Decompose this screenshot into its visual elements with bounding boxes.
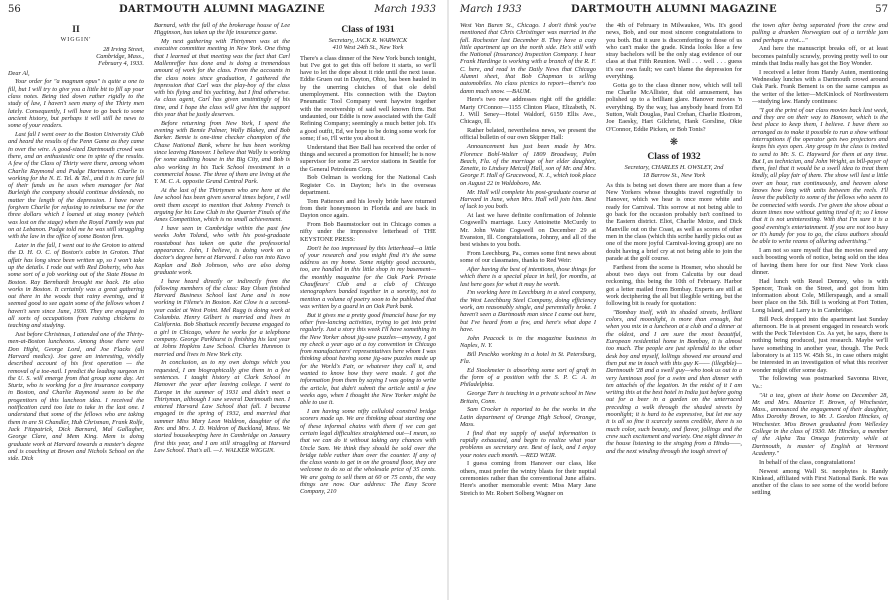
column-1 bbox=[8, 22, 144, 596]
class-heading: Class of 1931 bbox=[341, 25, 395, 35]
paragraph: Tom Patterson and his lovely bride have returned from their honeymoon in Florida and are back in Dayton once again. bbox=[300, 197, 436, 220]
paragraph: the 4th of February in Milwaukee, Wis. It's good news, Bob, and our most sincere congratulations to you both. But it sure is discomforting to those of us who can't make the grade. Kinda looks like a few stray bachelors will be the only stag evidence of our class at that Fifth Reunion. Well . . . well . . . guess it's our own fault; we can't blame the depression for everything. bbox=[606, 22, 742, 81]
quoted-paragraph: I find that my supply of useful information is rapidly exhausted, and begin to realize what your problems as secretary are. Best of luck, and I enjoy your notes each month. —RED WEIR. bbox=[460, 429, 596, 459]
page-number: 56 bbox=[8, 4, 21, 15]
paragraph: At last we have definite confirmation of Johnnie Cogswell's marriage. Lucy Antoinette McCurdy to Mr. John Waite Cogswell on December 29 at Evanston, Ill. Congratulations, Johnny, and all of the best wishes to you both. bbox=[460, 211, 596, 249]
paragraph: I am not so sure myself that the movies need any such boosting words of notice, being sold on the idea of having them here for our first New York class dinner. bbox=[752, 246, 888, 276]
quoted-paragraph: Mr. Hall will complete his post-graduate course at Harvard in June, when Mrs. Hall will join him. Best of luck to you both. bbox=[460, 188, 596, 211]
page-header bbox=[460, 4, 888, 18]
quoted-paragraph: "At a tea, given at their home on December 28, Mr. and Mrs. Maurice F. Brown, of Winchester, Mass., announced the engagement of their daughter, Miss Dorothy Brown, to Mr. J. Gordon Hinckes, of Winchester. Miss Brown graduated from Wellesley College in the class of 1930. Mr. Hinckes, a member of the Alpha Tau Omega fraternity while at Dartmouth, is master of English at Vermont Academy." bbox=[752, 391, 888, 457]
section-number: II bbox=[72, 25, 80, 35]
secretary-address: 410 West 24th St., New York bbox=[332, 44, 404, 52]
paragraph: From Bob Baumstocker out in Chicago comes a nifty under the impressive letterhead of THE KEYSTONE PRESS: bbox=[300, 221, 436, 243]
letter-address-line: 28 Irving Street, bbox=[103, 45, 144, 53]
section-subhead: WIGGIN' bbox=[60, 37, 92, 43]
quoted-paragraph: After having the best of intentions, those things for which there is a special place in hell, for months, at last here goes for what it may be worth. bbox=[460, 266, 596, 288]
paragraph: Your order for "a magnum opus" is quite a one to fill, but I will try to give you a little bit to fill up your class notes. Being tied down rather rigidly to the study of law, I haven't seen many of the Thirty men lately. Consequently, I will have to go back to some ancient history, but perhaps it will still be news to some of your readers. bbox=[8, 78, 144, 130]
column-3 bbox=[752, 22, 888, 596]
secretary-address: 18 Barrow St., New York bbox=[642, 171, 706, 179]
quoted-paragraph: Bill Peschko working in a hotel in St. Petersburg, Fla. bbox=[460, 350, 596, 366]
paragraph: Farthest from the scene is Hosmer, who should be about two days out from Calcutta by our dead reckoning, this being the 10th of February. Harbor got a letter mailed from Bombay. Experts are still at work deciphering the all but illegible writing, but the following bit is ready for quotation: bbox=[606, 263, 742, 308]
issue-date: March 1933 bbox=[374, 4, 436, 15]
quoted-paragraph: West Van Buren St., Chicago. I don't think you've mentioned that Chris Christinger was married in the fall. Rochester last December 8. They have a cozy little apartment up on the north side. He's still with the National (Insurance) Inspection Company. I hear Frank Hardinge is working with a branch of the R. F. C. here, and read in the Daily News that Chicago Alumni sheet, that Bob Chapman is selling automobiles. No class picnics to report—there's too damn much snow. —BAUM. bbox=[460, 22, 596, 95]
salutation: Dear Al, bbox=[8, 69, 30, 77]
running-title: DARTMOUTH ALUMNI MAGAZINE bbox=[570, 4, 778, 15]
quoted-paragraph: "Bombay itself, with its shaded streets, brilliant colors, and moonlight, is more than enough, but when you mix in a luncheon at a club and a dinner at the oldest, and I am sure the most beautiful, European residential home in Bombay, it is almost too much. The people are just splendid to the other desk boy and myself, lollings showed me around and then put me in touch with this guy K—— (illegible)—Dartmouth '28 and a swell guy—who took us out to a very luminous pool for a swim and then dinner with ten attachés of the legation. In the midst of it I am writing this at the best hotel in India just before going out for a beer in a garden on the unterraced preceding a walk through the shaded streets by moonlight; it is hard to be expressive, but let me say it is all so fine it scarcely seems credible, there is so much color, such beauty, and flavor, jollings and the crew such excitement and variety. One night dinner in the house listening to the singing from a Hindu——, and the next winding through the tough street of bbox=[606, 308, 742, 455]
quoted-paragraph: Sam Crocker is reported to be the works in the Latin department of Orange High School, Orange, Mass. bbox=[460, 406, 596, 428]
issue-date: March 1933 bbox=[460, 4, 522, 15]
quoted-paragraph: I'm working here in Leechburg in a steel company, the West Leechburg Steel Company, doing efficiency work, am reasonably single, and perennially broke. I haven't seen a Dartmouth man since I came out here, but I've heard from a few, and here's what dope I have. bbox=[460, 289, 596, 333]
paragraph: At the last of the Thirtymen who are here at the law school has been given several times before, I will omit them except to mention that Johnny French is arguing for his Law Club in the Quarter Finals of the Ames Competition, which is no small achievement. bbox=[154, 187, 290, 224]
paragraph: Here's two new addresses right off the griddle: Marty O'Connor—1155 Clinton Place, Elizabeth, N. J. Will Seney—Hotel Waldorf, 6159 Ellis Ave., Chicago, Ill. bbox=[460, 96, 596, 126]
paragraph: I guess coming from Hanover our class, like others, must prefer the wintry blasts for their nuptial ceremonies rather than the conventional June affairs. Here's another memorable event: Miss Mary Jane Streich to Mr. Robert Solberg Wagner on bbox=[460, 460, 596, 497]
paragraph: Rather belated, nevertheless news, we present the official bulletin of our own Skipper Hall: bbox=[460, 127, 596, 142]
paragraph: Bob Oelman is working for the National Cash Register Co. in Dayton; he's in the overseas department. bbox=[300, 174, 436, 196]
secretary-line: Secretary, JACK R. WARWICK bbox=[328, 37, 408, 44]
running-title: DARTMOUTH ALUMNI MAGAZINE bbox=[118, 4, 326, 15]
paragraph: There's a class dinner of the New York bunch tonight, but I've got to get this off before it starts, so we'll have to let the dope about it ride until the next issue. Eddie Gruen out in Dayton, Ohio, has been hauled in by the unerring clutches of that ole debil unemployment. His connection with the Dayton Pneumatic Tool Company went haywire together with the receivership of said well known firm. But undaunted, our Eddie is now associated with the Gulf Refining Company; seemingly a much better job. It's a good outfit, Ed, we hope to be doing some work for some; if so, I'll write you about it. bbox=[300, 54, 436, 142]
quoted-paragraph: George Turr is teaching in a private school in New Britain, Conn. bbox=[460, 390, 596, 405]
quoted-paragraph: But it gives me a pretty good financial base for my other free-lancing activities, trying to get into print regularly. Just a story this week I'll have something in the New Yorker about jig-saw puzzles—anyway, I got my check a year ago at a toy convention in Chicago from manufacturers' representatives here whom I was thinking about having some jig-saw puzzles made up for the World's Fair, or whatever they call it, and wanted to know how they were made. I got the information from them by saying I was going to write the article, but didn't submit the article until a few weeks ago, when I thought the New Yorker might be able to use it. bbox=[300, 311, 436, 407]
paragraph: I have heard directly or indirectly from the following members of the class: Ray Olsen finished Harvard Business School last June and is now working in Filene's in Boston. Ket Clow is a second-year cadet at West Point. Mel Rugg is doing work at Columbia. Henry Gilbert is married and lives in California. Bob Shattuck recently became engaged to a girl in Chicago, where he works for a telephone company. George Parkhurst is finishing his last year at Johns Hopkins Law School. Charles Hunmon is married and lives in New York city. bbox=[154, 277, 290, 358]
paragraph: Had lunch with Reuel Denney, who is with Spencer, Trask on the Street, and got from him information about Cole, Millerspaugh, and a small beer place on the 5th. Bill is working at Fort Totten, Long Island, and Larry is in Cambridge. bbox=[752, 277, 888, 314]
paragraph: The following was postmarked Savonna River, Va.: bbox=[752, 375, 888, 390]
secretary-line: Secretary, CHARLES H. OWSLEY, 2nd bbox=[624, 164, 724, 172]
paragraph: My next gathering with Thirtymen was at the executive committee meeting in New York. One thing that I learned at that meeting was the fact that Carl Mallenreffer has done and is doing a tremendous amount of work for the class. From the accounts in the class notes since graduation, I gathered the impression that Carl was the play-boy of the class with his flying and his yachting, but I find otherwise. As class agent, Carl has given unstintingly of his time, and I hope the class will give him the support this year that he justly deserves. bbox=[154, 38, 290, 119]
quoted-paragraph: the town after being separated from the crew and pulling a drunken Norwegian out of a terrible jam and perhaps a riot...." bbox=[752, 22, 888, 44]
paragraph: Last fall I went over to the Boston University Club and heard the results of the Penn Game as they came in over the wire. A good-sized Dartmouth crowd was there, and an enthusiastic one in spite of the results. A few of the Class of Thirty were there, among whom Charlie Raymond and Pudge Hartmann. Charlie is working for the N. E. Tel. & Tel., and it is in care full of their funds as he uses when manager for Nat Burleigh the company should continue dividends, no matter the length of the depression. I have never forgiven Charlie for refusing to reimburse me for the three dollars which I loaned at stag money (which was lost on the stage) when the Royal Family was put on at Lebanon. Pudge told me he was still struggling with the law in the office of some Boston firm. bbox=[8, 131, 144, 241]
quoted-paragraph: Ed Stockmeier is absorbing some sort of graft in the form of a position with the S. P. C. A. in Philadelphia. bbox=[460, 366, 596, 389]
quoted-paragraph: I am having some nifty celluloid constrol bridge scorers made up. We are thinking about starting one of these informal chains with them if we can get certain legal difficulties straightened out—I mean, so that we can do it without taking any chances with Uncle Sam. We think they should be sold over the bridge table rather than over the counter. If any of the class wants to get in on the ground floor, they are welcome to do so at the wholesale price of 35 cents. We are going to sell them at 60 or 75 cents, the way things are now. Our address: The Easy Score Company, 210 bbox=[300, 408, 436, 496]
paragraph: Just before Christmas, I attended one of the Thirty-men-at-Boston luncheons. Among those there were Don Hight, George Lord, and Joe Flacks (all Harvard medics). Joe gave an interesting, vividly described account of his first operation — the removal of a toe-nail. I predict the leading surgeon in the U. S. will emerge from that group some day. Art Sturtz, who is working for a fire insurance company in Boston, and Charlie Raymond seem to be the progenitors of this luncheon idea. I received the notification card too late to take in the last one. I understand that some of the fellows who are taking them in are Si Chandler, Hub Chrisman, Frank Rolfe, Jack Fitzpatrick, Dick Barnard, Mal Gallagher, George Clare, and Mem King. Mem is doing graduate work at Harvard towards a master's degree and is coaching at Brown and Nichols School on the side. Dick bbox=[8, 331, 144, 463]
letter-address-line: Cambridge, Mass., bbox=[96, 53, 144, 61]
page-gutter bbox=[447, 0, 449, 600]
page-header bbox=[8, 4, 436, 18]
paragraph: Newest among Wall St. neophytes is Randy Kinkead, affiliated with First National Bank. He was another of the class to see some of the world before settling bbox=[752, 467, 888, 497]
paragraph: Before returning from New York, I spent the evening with Bemie Palmer, Wally Blakey, and Bob Barker. Bemie is one-time checker champion of the Chase National Bank, where he has been working since leaving Hanover. I believe that Wally is working for some auditing house in the Big City, and Bob is also working in his Tuck School investment in a commercial house. The three of them are living at the Y. M. C. A. opposite Grand Central Park. bbox=[154, 119, 290, 186]
quoted-paragraph: "I got the print of our class movies back last week, and they are on their way to Hanover, which is the best place to keep them, I believe. I have them so arranged as to make it possible to run a show without interruptions if the operator gets two projectors and keeps his eyes open. Any group in the class is invited to send to Mr. S. C. Hayward for them at any time. But I, as technician, and John Wright, as bill-payer of them, feel that it would be a swell idea to treat them kindly, all play fair of them. The show will last a little over an hour, run continuously, and heaven alone knows how long with units between the reels. I'll leave the publicity to some of the fellows who seem to be connected with words. I've given the show about a dozen times now without getting tired of it; so I know that it is not uninteresting. With that I'm sure it is a good evening's entertainment. If you are not too busy or it's handy for you to go, the class authors should be able to write reams of alluring advertising." bbox=[752, 106, 888, 246]
paragraph: In conclusion, as to my own doings which you requested, I am biographically give them in a few sentences. I taught history at Clark School in Hanover the year after leaving college. I went to Europe in the summer of 1931 and didn't meet a Thirtyman, although I saw several Dartmouth men. I entered Harvard Law School that fall. I became engaged in the spring of 1932, and married that summer Miss Mary Leon Waldron, daughter of the Rev. and Mrs. J. D. Waldron of Buckland, Mass. We started housekeeping here in Cambridge on January first this year, and I am still struggling at Harvard Law School. That's all. —J. WALKER WIGGIN. bbox=[154, 359, 290, 454]
right-page bbox=[452, 0, 896, 600]
quoted-paragraph: John Peacock is in the magazine business in Naples, N. Y. bbox=[460, 334, 596, 349]
paragraph: I received a letter from Handy Auten, mentioning Wednesday lunches with a Dartmouth crowd around Oak Park. Frank Bement is on the same campus as the writer of the letter—McKinlock of Northwestern—studying law. Handy continues: bbox=[752, 68, 888, 105]
column-3 bbox=[300, 22, 436, 596]
letter-date: February 4, 1933. bbox=[98, 60, 144, 68]
paragraph: Barnard, with the fall of the brokerage house of Lee Higginson, has taken up the life insurance game. bbox=[154, 22, 290, 37]
paragraph: Later in the fall, I went out to the Groton to attend the D. H. O. C. of Boston's cabin in Groton. That affair has long since been written up, so I won't take up the details. I rode out with Red Doherty, who has some sort of a job working out of the State House in Boston. Ray Bernhardt brought me back. He also works in Boston. It certainly was a great gathering out there in the woods that rainy evening, and it seemed good to see again some of the fellows whom I haven't seen since June, 1930. They are engaged in all sorts of occupations from raising chickens to teaching and studying. bbox=[8, 242, 144, 330]
class-heading: Class of 1932 bbox=[647, 152, 701, 163]
paragraph: I have seen in Cambridge within the past few weeks John Toland, who with his post-graduate roustabout has taken on quite the professorial appearance. John, I believe, is doing work on a doctor's degree here at Harvard. I also ran into Kavo Kaplan and Bob Johnson, who are also doing graduate work. bbox=[154, 225, 290, 276]
column-2 bbox=[154, 22, 290, 596]
paragraph: Gotta go to the class dinner now, which will tell me Charlie McAllister, that old amusement, has polished up to a brilliant glare. Hanover movies 'n everything. By the way, has anybody heard from Ed Sutton, Walt Douglas, Paul Crehan, Charlie Ekstrom, Joe Eaesky, Hart Gilchrist, Hank Gorsline, Okie O'Connor, Eddie Picken, or Bob Tonis? bbox=[606, 81, 742, 133]
paragraph: From Leechburg, Pa., comes some first news about some of our classmates, thanks to Red Weir: bbox=[460, 249, 596, 265]
section-ornament: ❋ bbox=[669, 136, 679, 148]
paragraph: As this is being set down there are more than a few New Yorkers whose thoughts travel regretfully to Hanover, which we hear is once more white and ready for Carnival. This sorrow at not being able to go back for the occasion probably isn't confined to the Eastern district. Eliot, Charlie Moize, and Dick Manville out on the Coast, as well as scores of other men in the class (which this scribe hardly picks out as one of the more joyful Carnival-loving group) are no doubt having a brief cry at not being able to join the parade at the golf course. bbox=[606, 181, 742, 262]
left-page bbox=[0, 0, 444, 600]
paragraph: Bill Peck dropped into the apartment last Sunday afternoon. He is at present engaged in research work with the Peck Television Co. As yet, he says, there is nothing being produced, just research. Maybe we'll have something in another year, though. The Peck laboratory is at 115 W. 45th St., in case others might be interested in an investigation of what this receiver wonder might offer some day. bbox=[752, 315, 888, 374]
quoted-paragraph: Don't be too impressed by this letterhead—a little of your research and you might find it's the same address as my home. Some mighty good accounts, too, are handled in this little shop in my basement—the monthly magazine for the Oak Park Private Chauffeurs' Club and a club of Chicago stenographers banded together in a sorority, not to mention a volume of poetry soon to be published that was written by a guard in an Oak Park bank. bbox=[300, 244, 436, 310]
paragraph: In behalf of the class, congratulations! bbox=[759, 458, 856, 466]
column-1 bbox=[460, 22, 596, 596]
quoted-paragraph: Announcement has just been made by Mrs. Florence Bohl-Walter of 1809 Broadway, Palm Beach, Fla. of the marriage of her elder daughter, Zenette, to Lindsey Metcalf Hall, son of Mr. and Mrs. George F. Hall of Gracewood, N. J., which took place on August 22 in Waldoboro, Me. bbox=[460, 143, 596, 187]
paragraph: Understand that Bee Ball has received the order of things and secured a promotion for himself; he is now supervisor for some 25 service stations in Seattle for the General Petroleum Corp. bbox=[300, 143, 436, 173]
paragraph: And here the manuscript breaks off, or at least becomes painfully scrawly, proving pretty well to our minds that India really has got the Boy Wonder. bbox=[752, 45, 888, 67]
page-number: 57 bbox=[875, 4, 888, 15]
column-2 bbox=[606, 22, 742, 596]
